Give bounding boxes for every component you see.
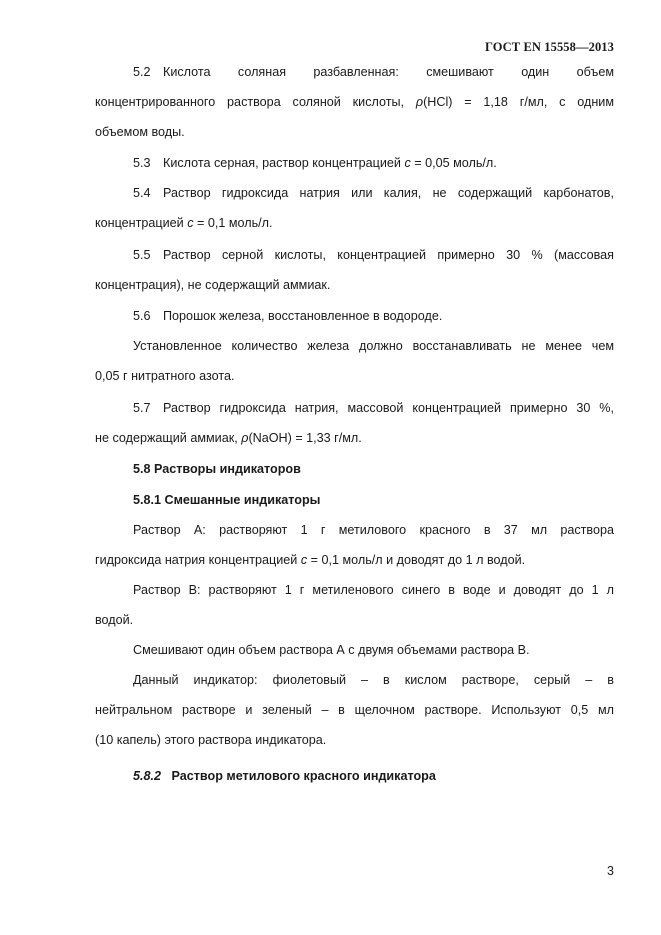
text-line: концентрацией c = 0,1 моль/л. (95, 216, 273, 230)
section-5-5 (95, 240, 614, 300)
text-line: Раствор В: растворяют 1 г метиленового синего в воде и доводят до 1 л (133, 583, 614, 597)
section-5-8 (95, 454, 614, 484)
text-line: 5.3 Кислота серная, раствор концентрацией c = 0,05 моль/л. (133, 156, 497, 170)
text-line: Смешивают один объем раствора А с двумя объемами раствора В. (133, 643, 530, 657)
text-line: Установленное количество железа должно восстанавливать не менее чем (133, 339, 614, 353)
page-number: 3 (607, 864, 614, 878)
text-line: нейтральном растворе и зеленый – в щелочном растворе. Используют 0,5 мл (95, 703, 614, 717)
text-line: Данный индикатор: фиолетовый – в кислом растворе, серый – в (133, 673, 614, 687)
text-line: Раствор А: растворяют 1 г метилового красного в 37 мл раствора (133, 523, 614, 537)
text-line: концентрированного раствора соляной кислоты, ρ(HCl) = 1,18 г/мл, с одним (95, 95, 614, 109)
section-5-2 (95, 57, 614, 147)
section-5-8-2 (95, 761, 614, 791)
text-line: 5.5 Раствор серной кислоты, концентрацией примерно 30 % (массовая (133, 248, 614, 262)
text-line: водой. (95, 613, 134, 627)
text-line: гидроксида натрия концентрацией c = 0,1 моль/л и доводят до 1 л водой. (95, 553, 526, 567)
section-heading: 5.8.2 Раствор метилового красного индикатора (133, 769, 436, 783)
section-5-7 (95, 393, 614, 453)
text-line: 5.4 Раствор гидроксида натрия или калия, не содержащий карбонатов, (133, 186, 614, 200)
text-line: 5.7 Раствор гидроксида натрия, массовой концентрацией примерно 30 %, (133, 401, 614, 415)
text-line: объемом воды. (95, 125, 185, 139)
text-line: 5.6 Порошок железа, восстановленное в водороде. (133, 309, 443, 323)
section-5-6 (95, 301, 614, 391)
section-5-3 (95, 148, 614, 178)
text-line: 0,05 г нитратного азота. (95, 369, 235, 383)
section-heading: 5.8.1 Смешанные индикаторы (133, 493, 321, 507)
section-heading: 5.8 Растворы индикаторов (133, 462, 301, 476)
text-line: 5.2 Кислота соляная разбавленная: смешивают один объем (133, 65, 614, 79)
text-line: (10 капель) этого раствора индикатора. (95, 733, 327, 747)
text-line: концентрация), не содержащий аммиак. (95, 278, 331, 292)
text-line: не содержащий аммиак, ρ(NaOH) = 1,33 г/мл. (95, 431, 362, 445)
section-5-8-1 (95, 485, 614, 755)
section-5-4 (95, 178, 614, 238)
standard-header: ГОСТ EN 15558—2013 (484, 40, 614, 54)
